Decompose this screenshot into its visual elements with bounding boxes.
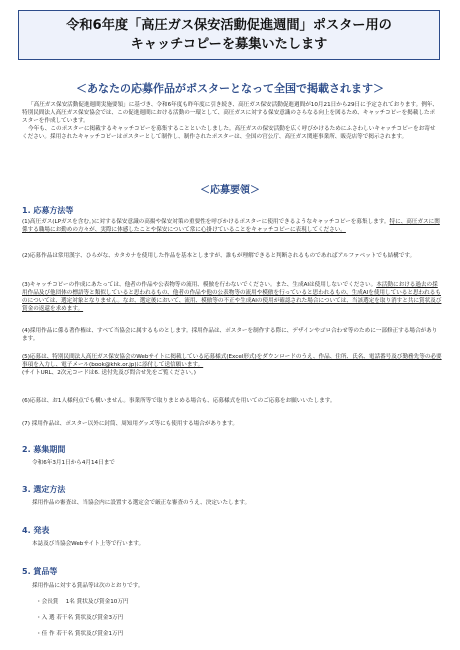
requirements-heading: ＜応募要領＞	[200, 185, 260, 196]
subtitle: ＜あなたの応募作品がポスターとなって全国で掲載されます＞	[76, 82, 384, 95]
requirement-item-6	[22, 397, 442, 405]
requirement-item-3-text: (3)キャッチコピーの作成にあたっては、他者の作品や公表物等の流用、模倣を行わないでください。また、生成AIは使用しないでください。	[22, 282, 377, 288]
section-5-intro: 採用作品に対する賞品等は次のとおりです。	[32, 583, 144, 589]
requirement-item-7	[22, 420, 442, 428]
prize-item-2: ・入 選 若干名 賞状及び賞金3万円	[36, 615, 124, 621]
requirement-item-2-text: (2)応募作品は常用漢字、ひらがな、カタカナを使用した作品を基本としますが、誰もが理解できると判断されるものであればアルファベットでも結構です。	[22, 253, 416, 259]
prize-item-3: ・佳 作 若干名 賞状及び賞金1万円	[36, 631, 124, 637]
section-3-text: 採用作品の審査は、当協会内に設置する選定会で厳正な審査のうえ、決定いたします。	[32, 500, 251, 506]
section-4-text: 本誌及び当協会Webサイト上等で行います。	[32, 541, 145, 547]
requirement-item-3	[22, 281, 442, 313]
requirement-item-5-note: (サイトURL、2次元コードは6. 送付先及び問合せ先をご覧ください。)	[22, 370, 196, 376]
requirement-item-5-text: (5)応募は、特別民間法人高圧ガス保安協会のWebサイトに掲載している応募様式(Excel形式)をダウンロードのうえ、作品、住所、氏名、電話番号及び勤務先等の必要事項を入力し、電子メール(book@khk.or.jp)に添付して送信願います。	[22, 354, 442, 368]
title-box	[18, 10, 440, 60]
intro-paragraph-1: 「高圧ガス保安活動促進週間実施要領」に基づき、令和6年度も昨年度に引き続き、高圧ガス保安活動促進週間が10月21日から29日に予定されております。例年、特別民間法人高圧ガス保安協会では、この促進週間における活動の一環として、高圧ガスに対する保安意識のさらなる向上を図るため、キャッチコピーを掲載したポスターを作成しています。	[22, 102, 438, 124]
requirement-item-3-emphasis: 本活動における過去の採用作品及び他団体の標語等と類似していると思われるもの、他者の作品や他の公表物等の流用や模倣を行っていると思われるもの、生成AIを使用していると思われるものについては、選定対象となりません。なお、選定後において、流用、模倣等の不正や生成AIの使用が確認された場合については、当該選定を取り消すと共に賞状及び賞金の返還を求めます。	[22, 282, 442, 312]
requirement-item-7-text: (7) 採用作品は、ポスター以外に封筒、周知用グッズ等にも使用する場合があります。	[22, 421, 238, 427]
requirement-item-1-text: (1)高圧ガス(LPガスを含む。)に対する保安意識の高揚や保安対策の重要性を呼びかけるポスターに使用できるようなキャッチコピーを募集します。	[22, 219, 390, 225]
section-3-heading: 3. 選定方法	[22, 485, 66, 494]
requirement-item-1-emphasis: 特に、高圧ガスに関係する職場にお勤めの方々が、実際に体感したことや保安について常に心掛けていることをキャッチコピーに表現してください。	[22, 219, 440, 233]
title-line-2: キャッチコピーを募集いたします	[130, 37, 328, 52]
section-1-heading: 1. 応募方法等	[22, 206, 74, 215]
requirement-item-4	[22, 327, 442, 343]
intro-paragraph-2: 今年も、このポスターに掲載するキャッチコピーを募集することといたしました。高圧ガスの保安活動を広く呼びかけるためにふさわしいキャッチコピーをお寄せください。採用されたキャッチコピーはポスターとして制作し、制作されたポスターは、全国の官公庁、高圧ガス関連事業所、販売店等で掲示されます。	[22, 126, 436, 140]
requirement-item-2	[22, 252, 442, 260]
title-line-1: 令和6年度「高圧ガス保安活動促進週間」ポスター用の	[66, 18, 392, 33]
requirement-item-4-text: (4)採用作品に係る著作権は、すべて当協会に属するものとします。採用作品は、ポスターを制作する際に、デザインやゴロ合わせ等のために一部修正する場合があります。	[22, 328, 438, 342]
section-2-heading: 2. 募集期間	[22, 445, 66, 454]
section-2-text: 令和6年3月1日から4月14日まで	[32, 460, 115, 466]
requirement-item-1	[22, 218, 442, 234]
intro	[22, 101, 440, 141]
prize-item-1: ・会長賞 1名 賞状及び賞金10万円	[36, 599, 129, 605]
requirement-item-5	[22, 353, 442, 377]
section-4-heading: 4. 発表	[22, 526, 50, 535]
requirement-item-6-text: (6)応募は、お1人様何点でも構いません。事業所等で取りまとめる場合も、応募様式を用いてのご応募をお願いいたします。	[22, 398, 336, 404]
section-5-heading: 5. 賞品等	[22, 567, 58, 576]
